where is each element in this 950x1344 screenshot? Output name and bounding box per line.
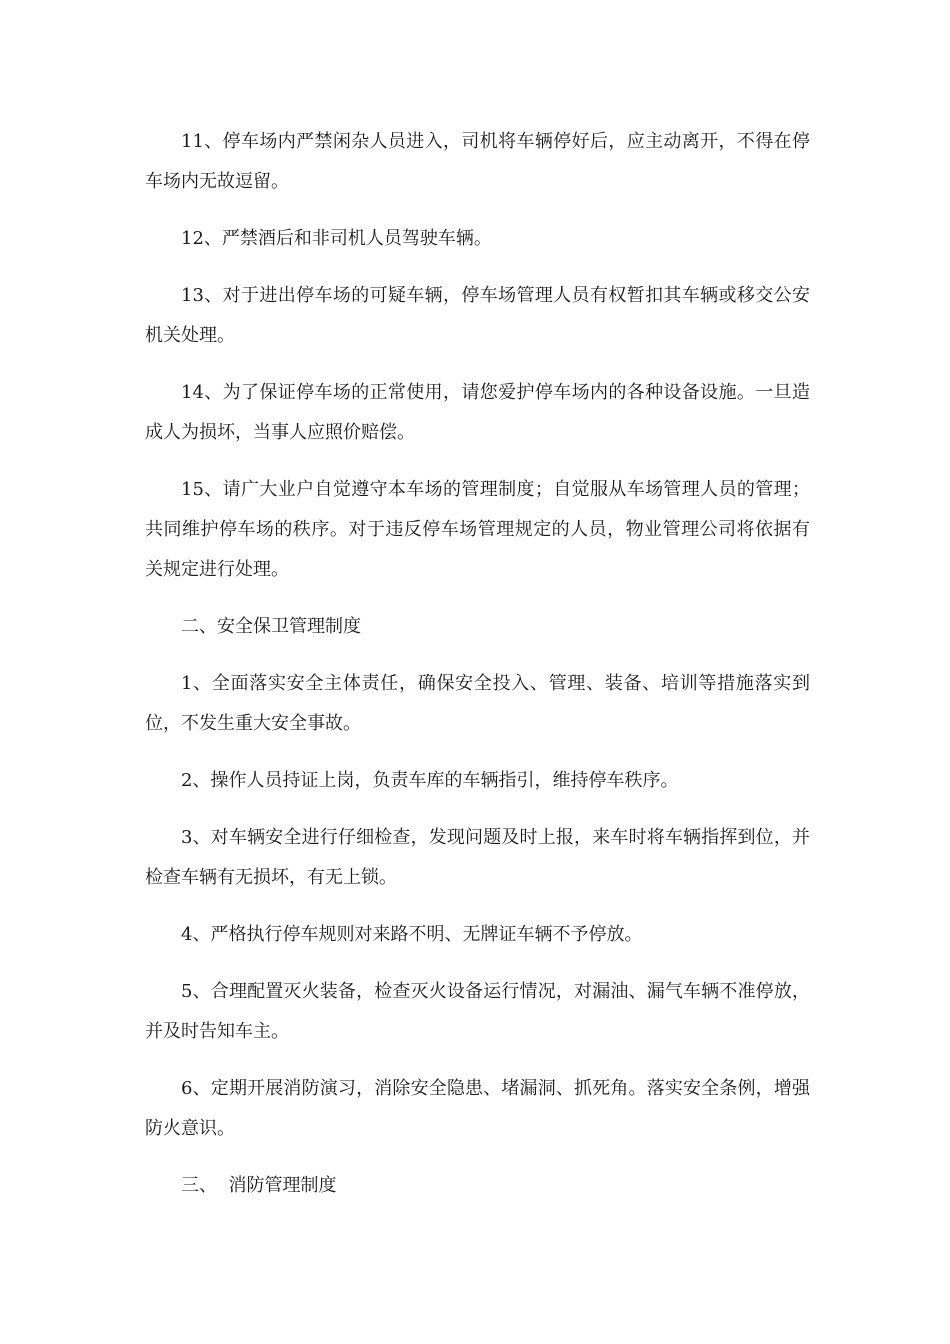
paragraph-rule-15: 15、请广大业户自觉遵守本车场的管理制度；自觉服从车场管理人员的管理；共同维护停车场的秩序。对于违反停车场管理规定的人员，物业管理公司将依据有关规定进行处理。 [145, 479, 810, 580]
paragraph-security-6: 6、定期开展消防演习，消除安全隐患、堵漏洞、抓死角。落实安全条例，增强防火意识。 [145, 1078, 810, 1139]
paragraph-rule-14: 14、为了保证停车场的正常使用，请您爱护停车场内的各种设备设施。一旦造成人为损坏，当事人应照价赔偿。 [145, 382, 810, 443]
section-heading-fire: 三、 消防管理制度 [181, 1175, 337, 1196]
paragraph-security-3: 3、对车辆安全进行仔细检查，发现问题及时上报，来车时将车辆指挥到位，并检查车辆有无损坏，有无上锁。 [145, 827, 810, 888]
paragraph-security-5: 5、合理配置灭火装备，检查灭火设备运行情况，对漏油、漏气车辆不准停放，并及时告知车主。 [145, 981, 810, 1042]
paragraph-security-4: 4、严格执行停车规则对来路不明、无牌证车辆不予停放。 [181, 924, 643, 945]
paragraph-security-1: 1、全面落实安全主体责任，确保安全投入、管理、装备、培训等措施落实到位，不发生重大安全事故。 [145, 673, 810, 734]
paragraph-rule-11: 11、停车场内严禁闲杂人员进入，司机将车辆停好后，应主动离开，不得在停车场内无故逗留。 [145, 131, 810, 192]
paragraph-rule-12: 12、严禁酒后和非司机人员驾驶车辆。 [181, 228, 492, 249]
paragraph-security-2: 2、操作人员持证上岗，负责车库的车辆指引，维持停车秩序。 [181, 770, 679, 791]
paragraph-rule-13: 13、对于进出停车场的可疑车辆，停车场管理人员有权暂扣其车辆或移交公安机关处理。 [145, 285, 810, 346]
section-heading-security: 二、安全保卫管理制度 [181, 616, 361, 637]
document-body [145, 122, 810, 1206]
